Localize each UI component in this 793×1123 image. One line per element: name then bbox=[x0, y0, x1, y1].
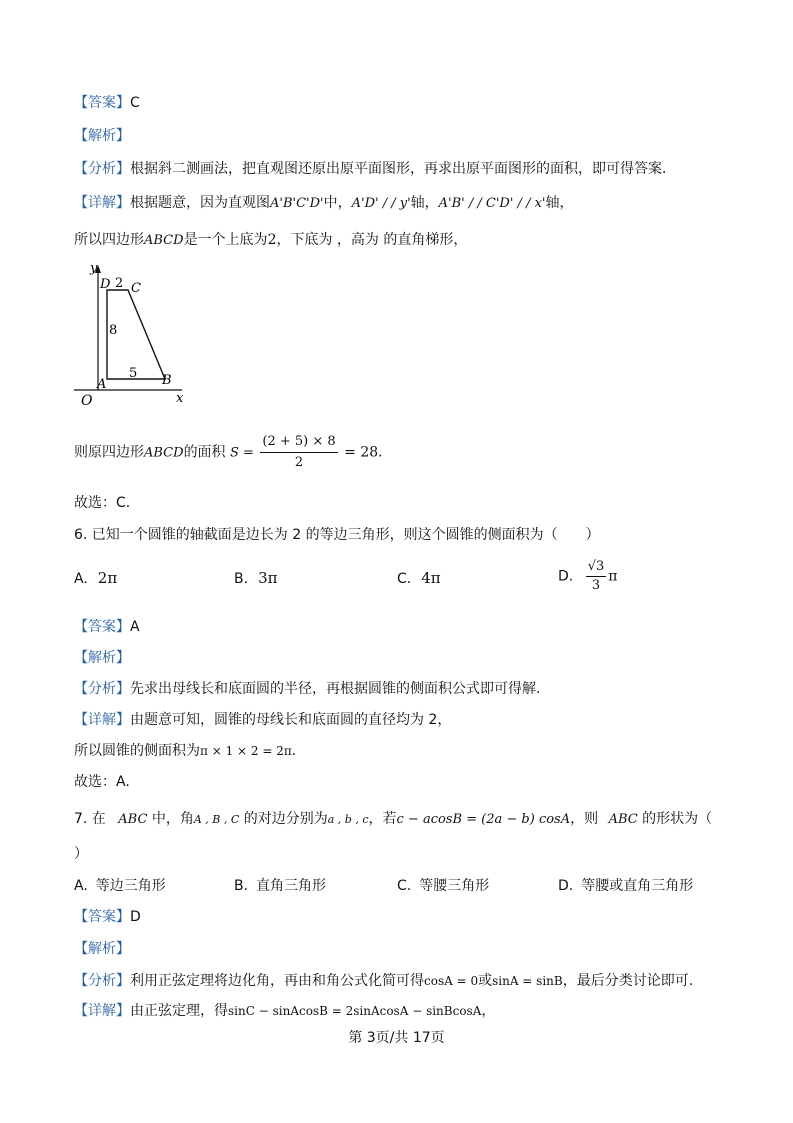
math-expr: A'B'C'D' bbox=[270, 196, 324, 211]
answer-value: D bbox=[130, 909, 141, 925]
answer-tag: 【答案】 bbox=[74, 909, 130, 925]
q6-option-d[interactable] bbox=[558, 558, 617, 595]
analysis-tag: 【解析】 bbox=[74, 128, 130, 144]
text: ，若 bbox=[368, 811, 397, 827]
math-expr: π × 1 × 2 = 2π bbox=[200, 744, 292, 758]
origin-label: O bbox=[81, 393, 93, 409]
math-expr: A'B' / / C'D' / / x' bbox=[438, 196, 546, 211]
vertex-c-label: C bbox=[131, 281, 141, 296]
math-expr: cosA = 0 bbox=[424, 974, 479, 988]
axis-y-label: y bbox=[90, 262, 98, 276]
axis-x-label: x bbox=[176, 391, 184, 406]
answer-tag: 【答案】 bbox=[74, 619, 130, 635]
option-value: 等腰三角形 bbox=[419, 878, 490, 894]
math-value: 2 bbox=[267, 232, 277, 248]
math-expr: a , b , c bbox=[327, 813, 369, 826]
fenxi-text: 利用正弦定理将边化角，再由和角公式化简可得 bbox=[130, 973, 424, 989]
text: 的面积 bbox=[183, 444, 226, 461]
q7-detail bbox=[74, 1002, 495, 1020]
q6-option-c[interactable] bbox=[397, 569, 441, 588]
q6-option-a[interactable] bbox=[74, 569, 117, 588]
text: ） bbox=[74, 846, 88, 862]
detail-text: 轴， bbox=[410, 195, 439, 211]
detail-text: 由正弦定理，得 bbox=[130, 1003, 228, 1019]
math-expr: A , B , C bbox=[193, 813, 240, 826]
text: 的形状为（ bbox=[642, 811, 713, 827]
fraction-numerator: (2 + 5) × 8 bbox=[260, 432, 337, 453]
q5-area bbox=[74, 432, 392, 473]
text: 是一个上底为 bbox=[183, 232, 268, 248]
area-fraction bbox=[260, 432, 337, 473]
q6-fenxi bbox=[74, 680, 540, 698]
option-label: C. bbox=[397, 878, 412, 894]
math-expr: S = bbox=[230, 445, 254, 461]
q5-detail bbox=[74, 194, 573, 213]
text: ，下底为 ，高为 的直角梯形， bbox=[276, 232, 468, 248]
analysis-tag: 【解析】 bbox=[74, 941, 130, 957]
q5-answer bbox=[74, 94, 140, 112]
question-stem: 6. 已知一个圆锥的轴截面是边长为 2 的等边三角形，则这个圆锥的侧面积为（ ） bbox=[74, 527, 600, 543]
option-label: A. bbox=[74, 878, 88, 894]
text: 所以四边形 bbox=[74, 232, 144, 248]
math-expr: ABC bbox=[118, 812, 148, 827]
option-label: B. bbox=[234, 878, 249, 894]
option-value: 等腰或直角三角形 bbox=[581, 878, 694, 894]
q7-answer bbox=[74, 908, 141, 926]
vertex-d-label: D bbox=[100, 277, 111, 292]
vertex-a-label: A bbox=[97, 377, 107, 392]
q7-fenxi bbox=[74, 972, 693, 990]
detail-text: ， bbox=[481, 1003, 496, 1019]
text: 的对边分别为 bbox=[243, 811, 328, 827]
option-label: D. bbox=[558, 878, 574, 894]
choice-text: 故选：A. bbox=[74, 774, 130, 790]
q7-option-d[interactable] bbox=[558, 877, 693, 895]
detail-text: 轴， bbox=[545, 195, 574, 211]
trapezoid-figure bbox=[70, 262, 200, 410]
option-value: 等边三角形 bbox=[95, 878, 166, 894]
option-label: D. bbox=[558, 568, 574, 585]
option-value: 4π bbox=[421, 569, 441, 587]
detail-text: 根据题意，因为直观图 bbox=[130, 195, 270, 211]
answer-value: A bbox=[130, 619, 140, 635]
q6-stem bbox=[74, 526, 600, 544]
q6-choice bbox=[74, 773, 130, 791]
fenxi-tag: 【分析】 bbox=[74, 161, 130, 177]
text: 则原四边形 bbox=[74, 444, 144, 461]
answer-value: C bbox=[130, 95, 140, 111]
detail-text: 由题意可知，圆锥的母线长和底面圆的直径均为 2， bbox=[130, 712, 452, 728]
height-label: 8 bbox=[109, 323, 118, 338]
fenxi-text: 先求出母线长和底面圆的半径，再根据圆锥的侧面积公式即可得解. bbox=[130, 681, 541, 697]
option-label: C. bbox=[397, 571, 412, 587]
math-expr: ABCD bbox=[144, 233, 184, 248]
answer-tag: 【答案】 bbox=[74, 95, 130, 111]
q5-choice bbox=[74, 494, 140, 512]
fenxi-text: ，最后分类讨论即可. bbox=[562, 973, 694, 989]
top-length-label: 2 bbox=[115, 276, 124, 291]
q7-analysis-heading bbox=[74, 940, 130, 958]
q7-option-a[interactable] bbox=[74, 877, 166, 895]
detail-text: 中， bbox=[323, 195, 352, 211]
math-expr: sinC − sinAcosB = 2sinAcosA − sinBcosA bbox=[228, 1004, 482, 1018]
q7-stem-cont bbox=[74, 845, 88, 863]
text: 7. 在 bbox=[74, 811, 106, 827]
math-expr: ABC bbox=[608, 812, 638, 827]
q6-answer bbox=[74, 618, 140, 636]
q6-detail bbox=[74, 711, 451, 729]
math-expr: sinA = sinB bbox=[492, 974, 563, 988]
fraction-denominator: 3 bbox=[591, 578, 601, 593]
option-value: 2π bbox=[97, 569, 118, 587]
math-expr: c − acosB = (2a − b) cosA bbox=[396, 812, 571, 827]
option-value: 3π bbox=[258, 569, 278, 587]
math-result: = 28 bbox=[344, 444, 379, 461]
text: 中，角 bbox=[151, 811, 194, 827]
text: ，则 bbox=[570, 811, 599, 827]
option-fraction bbox=[586, 558, 607, 595]
vertex-b-label: B bbox=[162, 373, 172, 388]
q5-line2 bbox=[74, 231, 467, 250]
detail-tag: 【详解】 bbox=[74, 712, 130, 728]
text: ． bbox=[291, 743, 306, 759]
text: 所以圆锥的侧面积为 bbox=[74, 743, 200, 759]
q6-option-b[interactable] bbox=[234, 569, 277, 588]
option-label: A. bbox=[74, 571, 88, 587]
detail-tag: 【详解】 bbox=[74, 195, 130, 211]
math-expr: ABCD bbox=[144, 445, 184, 461]
q6-line2 bbox=[74, 742, 306, 760]
fenxi-tag: 【分析】 bbox=[74, 681, 130, 697]
q5-fenxi bbox=[74, 160, 676, 178]
q7-option-b[interactable] bbox=[234, 877, 326, 895]
q5-analysis-heading bbox=[74, 127, 130, 145]
fraction-denominator: 2 bbox=[294, 455, 304, 470]
detail-tag: 【详解】 bbox=[74, 1003, 130, 1019]
fenxi-text: 根据斜二测画法，把直观图还原出原平面图形，再求出原平面图形的面积，即可得答案． bbox=[130, 161, 676, 177]
analysis-tag: 【解析】 bbox=[74, 650, 130, 666]
fenxi-tag: 【分析】 bbox=[74, 973, 130, 989]
bottom-length-label: 5 bbox=[129, 366, 138, 381]
option-value: 直角三角形 bbox=[256, 878, 327, 894]
text: ． bbox=[378, 444, 393, 461]
fenxi-text: 或 bbox=[478, 973, 493, 989]
page-footer: 第 3页/共 17页 bbox=[348, 1030, 445, 1046]
q7-stem bbox=[74, 810, 712, 829]
option-suffix: π bbox=[608, 568, 618, 585]
fraction-numerator: √3 bbox=[586, 558, 607, 577]
math-expr: A'D' / / y' bbox=[351, 196, 411, 211]
choice-text: 故选：C． bbox=[74, 495, 140, 511]
option-label: B. bbox=[234, 571, 249, 587]
q7-option-c[interactable] bbox=[397, 877, 489, 895]
q6-analysis-heading bbox=[74, 649, 130, 667]
